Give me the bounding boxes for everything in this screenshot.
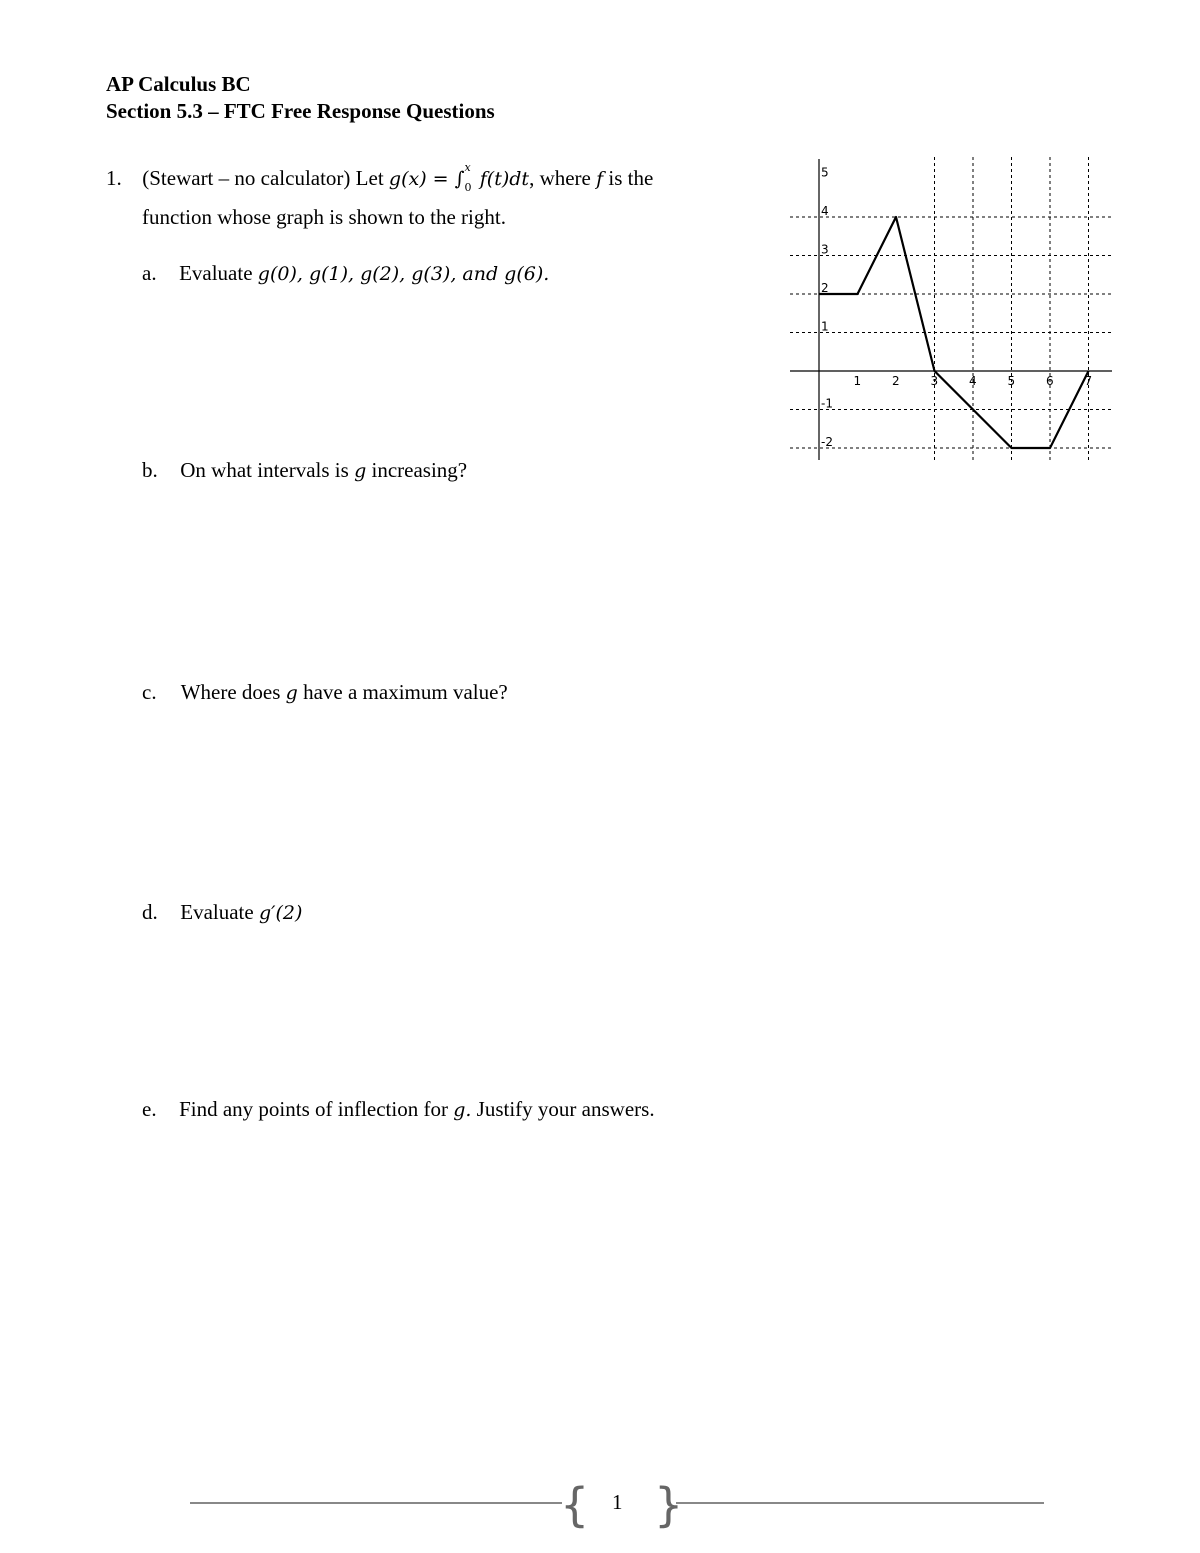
question-1-line-1 (106, 161, 654, 194)
y-tick-label: -1 (821, 396, 833, 411)
question-intro-end: is the (608, 166, 654, 190)
part-text: Evaluate (179, 261, 253, 285)
part-text-end: have a maximum value? (303, 680, 508, 704)
integral-upper-limit: x (464, 161, 471, 174)
x-tick-label: 4 (969, 374, 977, 388)
part-c (142, 680, 508, 705)
part-letter: d. (142, 900, 158, 924)
footer-right-brace: } (654, 1478, 684, 1532)
integral-lower-limit: 0 (464, 181, 472, 194)
footer-rule-right (676, 1502, 1044, 1504)
part-letter: e. (142, 1097, 157, 1121)
y-tick-label: 2 (821, 281, 829, 295)
y-tick-label: 5 (821, 165, 829, 180)
part-letter: c. (142, 680, 157, 704)
question-number: 1. (106, 166, 122, 190)
function-f: f (596, 168, 604, 190)
question-1-line-2: function whose graph is shown to the right. (142, 205, 506, 229)
x-tick-label: 1 (853, 374, 862, 388)
x-tick-label: 6 (1046, 374, 1054, 388)
y-tick-label: -2 (821, 435, 833, 449)
y-tick-label: 3 (821, 242, 829, 257)
course-title: AP Calculus BC (106, 72, 251, 96)
y-tick-label: 1 (821, 319, 829, 334)
part-e (142, 1097, 655, 1122)
footer-left-brace: { (560, 1478, 590, 1532)
part-text: Find any points of inflection for (179, 1097, 448, 1121)
part-letter: a. (142, 261, 157, 285)
x-tick-label: 2 (892, 374, 900, 388)
part-text: Evaluate (180, 900, 254, 924)
part-math: g(0), g(1), g(2), g(3), and g(6). (257, 263, 550, 285)
part-b (142, 458, 467, 483)
part-text: On what intervals is (180, 458, 349, 482)
part-text-end: increasing? (371, 458, 468, 482)
question-intro: (Stewart – no calculator) Let (142, 166, 384, 190)
y-tick-label: 4 (821, 204, 829, 218)
graph-of-f (786, 155, 1116, 475)
part-math: g′(2) (258, 902, 303, 924)
part-letter: b. (142, 458, 158, 482)
part-d (142, 900, 302, 925)
part-math: g (285, 682, 298, 704)
part-a (142, 261, 549, 286)
part-math: g (354, 460, 367, 482)
part-math: g. (453, 1099, 472, 1121)
x-tick-label: 7 (1084, 374, 1093, 388)
part-text: Where does (180, 680, 281, 704)
x-tick-label: 5 (1007, 374, 1016, 388)
g-definition: g(x) = ∫ (388, 168, 465, 190)
footer-rule-left (190, 1502, 562, 1504)
part-text-end: Justify your answers. (476, 1097, 655, 1121)
section-title: Section 5.3 – FTC Free Response Questions (106, 99, 495, 123)
integrand: f(t)dt (479, 168, 530, 190)
question-intro-where: , where (529, 166, 591, 190)
page-number: 1 (612, 1490, 623, 1514)
x-tick-label: 3 (930, 374, 939, 388)
